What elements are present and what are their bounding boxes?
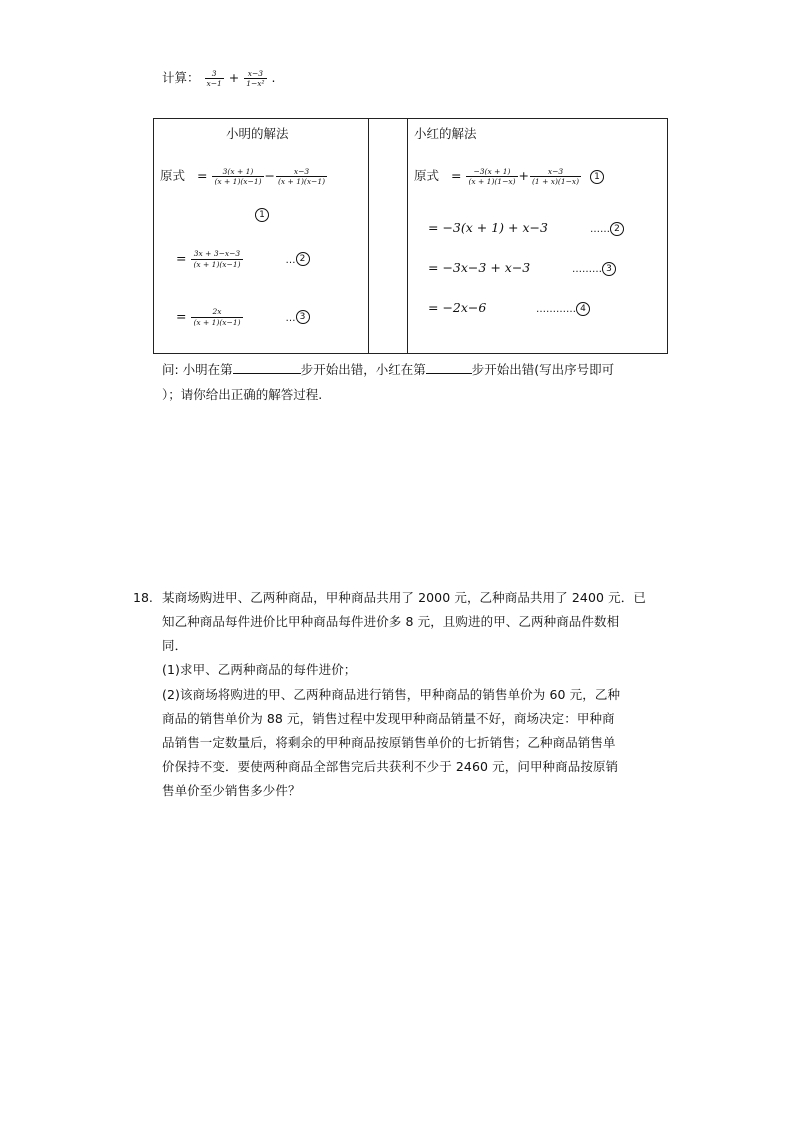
answer-blank-hong[interactable] xyxy=(426,361,472,374)
fraction: $\frac{-3(x + 1)}{(x + 1)(1-x)}$ xyxy=(468,166,516,186)
circled-number: 2 xyxy=(610,222,624,236)
table-divider xyxy=(368,119,369,353)
circled-number: 1 xyxy=(590,170,604,184)
problem-18-line: 商品的销售单价为 88 元，销售过程中发现甲种商品销量不好，商场决定：甲种商 xyxy=(162,711,615,726)
hong-step-2: = −3(x + 1) + x−3 …… 2 xyxy=(428,220,628,235)
fraction: $\frac{3}{x-1}$ xyxy=(206,68,222,88)
problem-18-line: 知乙种商品每件进价比甲种商品每件进价多 8 元，且购进的甲、乙两种商品件数相 xyxy=(162,614,620,629)
circled-number: 2 xyxy=(296,252,310,266)
ming-title: 小明的解法 xyxy=(226,126,289,141)
problem-18-line: (1)求甲、乙两种商品的每件进价； xyxy=(162,662,357,677)
problem-18-line: (2)该商场将购进的甲、乙两种商品进行销售，甲种商品的销售单价为 60 元，乙种 xyxy=(162,687,621,702)
problem-18-line: 价保持不变．要使两种商品全部售完后共获利不少于 2460 元，问甲种商品按原销 xyxy=(162,759,619,774)
problem-18-line: 同． xyxy=(162,638,188,653)
problem-18-line: 某商场购进甲、乙两种商品，甲种商品共用了 2000 元，乙种商品共用了 2400 元．已 xyxy=(162,590,646,605)
yuanshi-label: 原式 xyxy=(160,168,186,183)
problem-18-line: 品销售一定数量后，将剩余的甲种商品按原销售单价的七折销售；乙种商品销售单 xyxy=(162,735,616,750)
fraction: $\frac{2x}{(x + 1)(x-1)}$ xyxy=(193,307,241,327)
ming-step-2: = $\frac{3x + 3-x-3}{(x + 1)(x-1)}$ … 2 xyxy=(176,250,310,268)
yuanshi-label: 原式 xyxy=(414,168,440,183)
circled-number: 1 xyxy=(255,208,269,222)
hong-step-3: = −3x−3 + x−3 ……… 3 xyxy=(428,260,628,275)
fraction: $\frac{x-3}{(x + 1)(x-1)}$ xyxy=(278,166,326,186)
problem-17-question-cont: ）；请你给出正确的解答过程. xyxy=(162,387,323,402)
table-divider xyxy=(407,119,408,353)
problem-18-number: 18. xyxy=(133,590,153,605)
problem-18-line: 售单价至少销售多少件？ xyxy=(162,783,301,798)
circled-number: 3 xyxy=(602,262,616,276)
prompt-label: 计算： xyxy=(162,70,200,85)
answer-blank-ming[interactable] xyxy=(233,361,301,374)
problem-17-prompt: 计算： $\frac{3}{x-1}$ + $\frac{x-3}{\text{1−x²}}$ . xyxy=(162,68,276,88)
problem-17-question: 问: 小明在第 步开始出错，小红在第 步开始出错(写出序号即可 xyxy=(162,362,615,377)
ming-step-1: 原式 = $\frac{3(x + 1)}{(x + 1)(x-1)}$ − $\frac{x-3}{(x + 1)(x-1)}$ xyxy=(160,166,326,186)
ming-step-1-mark xyxy=(255,206,269,222)
ming-step-3: = $\frac{2x}{(x + 1)(x-1)}$ … 3 xyxy=(176,308,310,326)
fraction: $\frac{3x + 3-x-3}{(x + 1)(x-1)}$ xyxy=(193,249,241,269)
fraction: $\frac{x-3}{\text{1−x²}}$ xyxy=(246,68,265,88)
circled-number: 3 xyxy=(296,310,310,324)
hong-step-1: 原式 = $\frac{-3(x + 1)}{(x + 1)(1-x)}$ + $\frac{x-3}{(1 + x)(1-x)}$ 1 xyxy=(414,166,604,186)
fraction: $\frac{3(x + 1)}{(x + 1)(x-1)}$ xyxy=(214,166,262,186)
hong-title: 小红的解法 xyxy=(414,126,477,141)
circled-number: 4 xyxy=(576,302,590,316)
hong-step-4: = −2x−6 ………… 4 xyxy=(428,300,628,315)
fraction: $\frac{x-3}{(1 + x)(1-x)}$ xyxy=(532,166,580,186)
